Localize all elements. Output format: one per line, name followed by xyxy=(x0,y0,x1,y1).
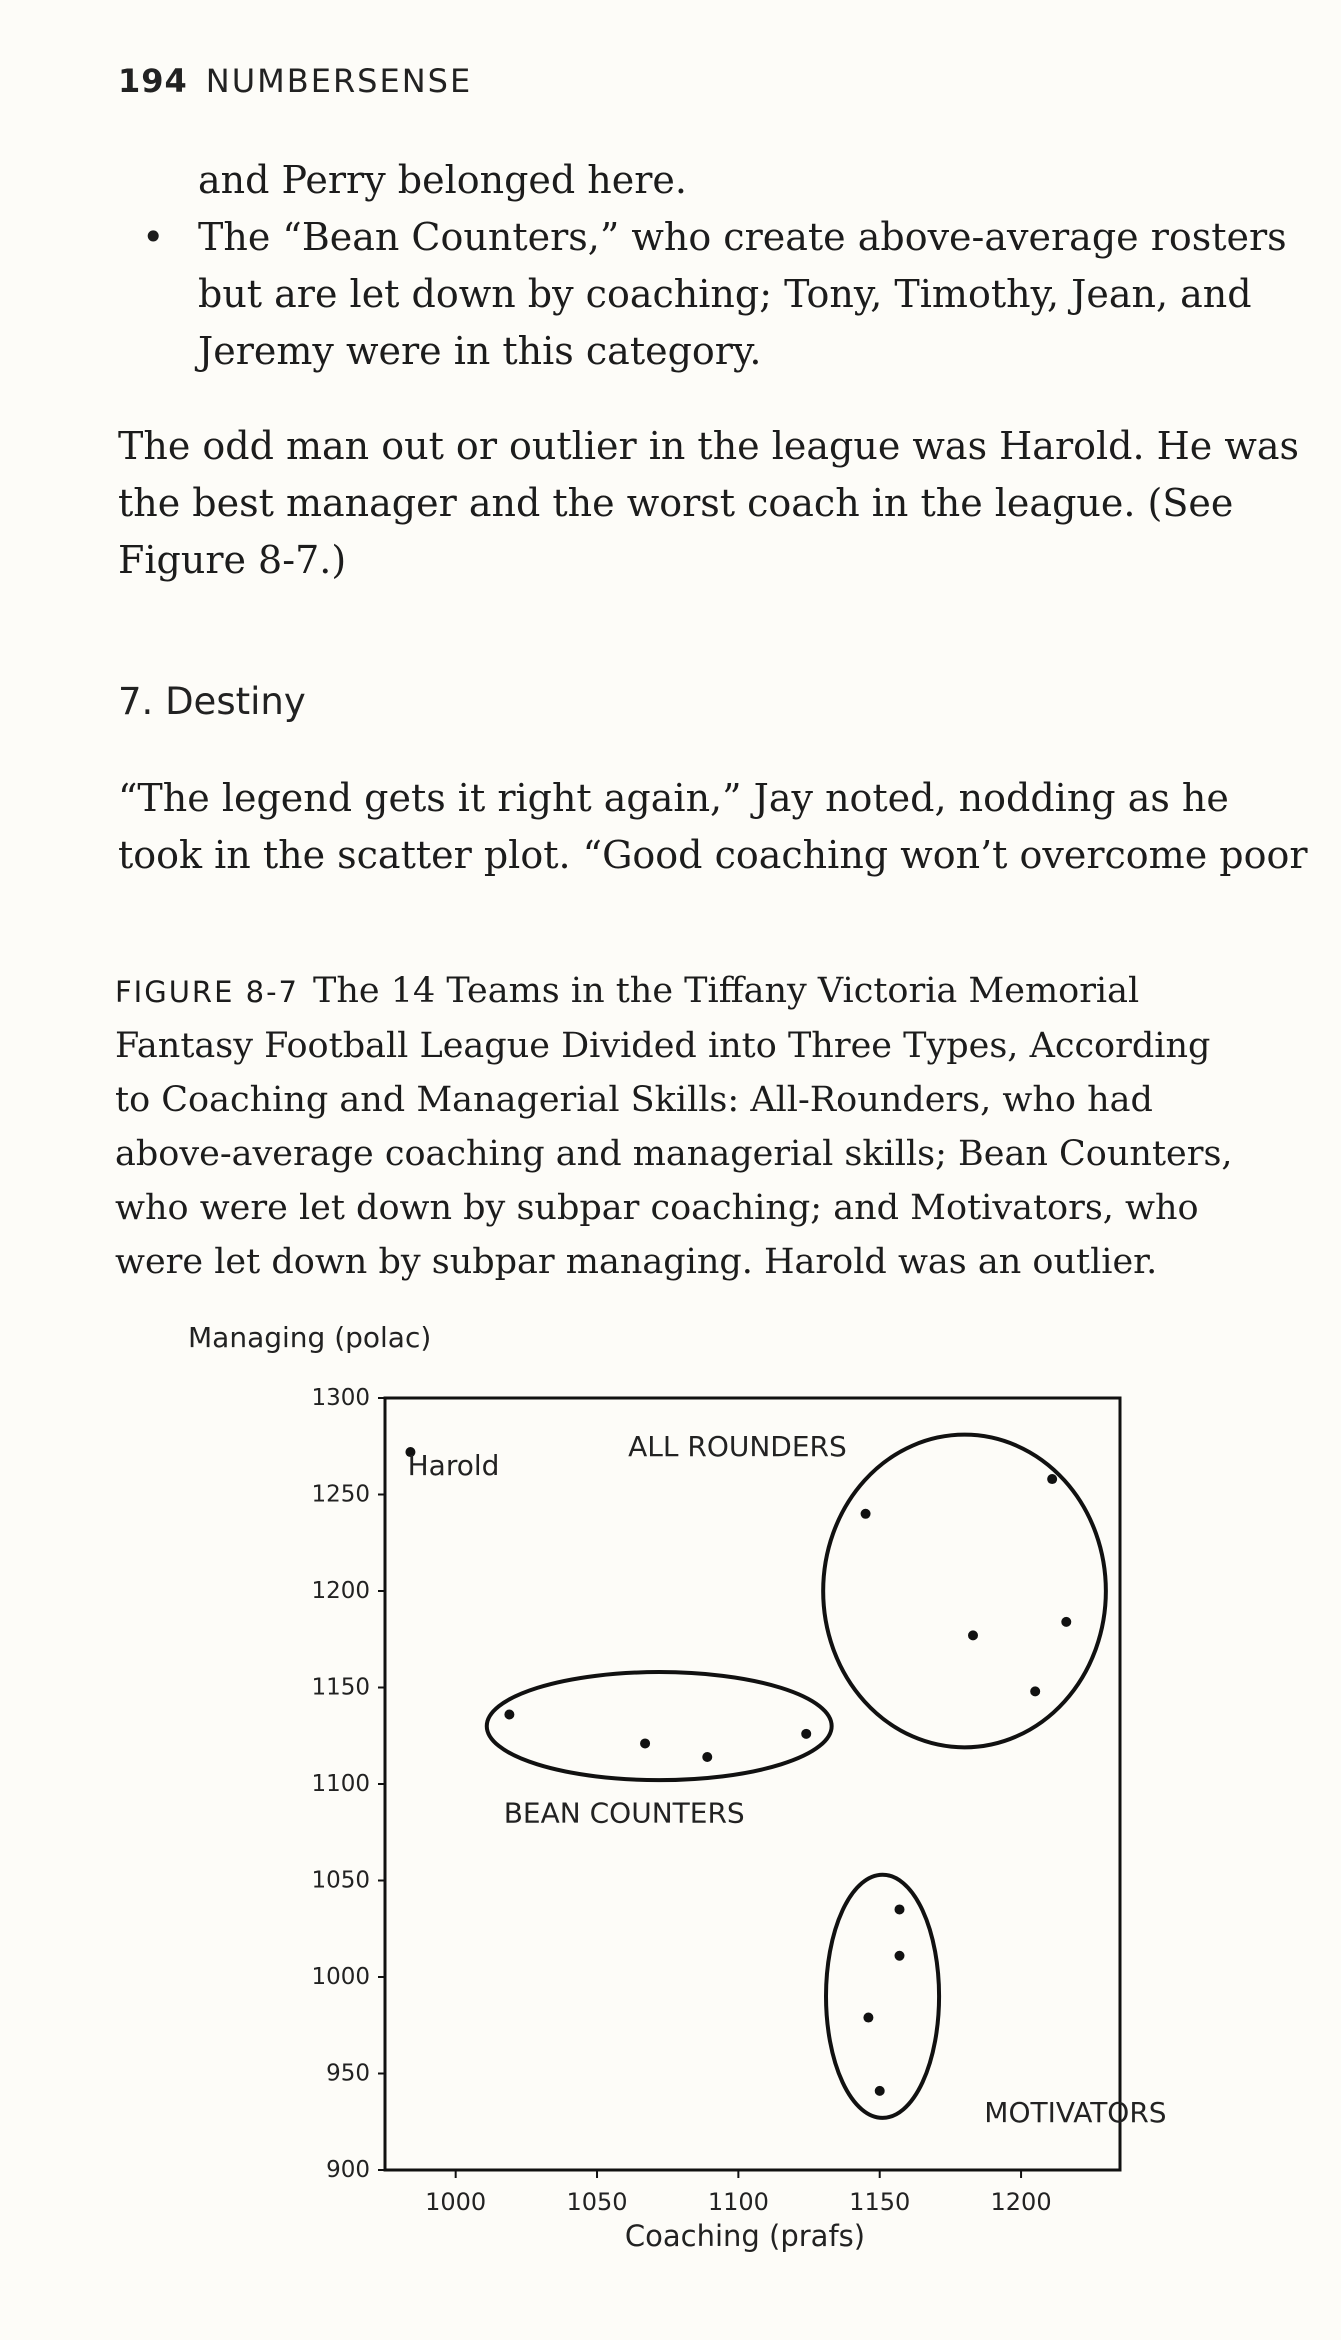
y-tick-label: 1000 xyxy=(311,1964,370,1990)
paragraph-line: Figure 8-7.) xyxy=(118,538,347,582)
section-heading: 7. Destiny xyxy=(118,680,306,723)
y-tick-label: 1250 xyxy=(311,1481,370,1508)
chart-annotation: BEAN COUNTERS xyxy=(503,1796,745,1830)
caption-line: who were let down by subpar coaching; and Motivators, who xyxy=(115,1188,1199,1228)
chart-annotation: ALL ROUNDERS xyxy=(628,1429,847,1463)
page-number: 194 xyxy=(118,62,188,100)
bullet-line: but are let down by coaching; Tony, Timothy, Jean, and xyxy=(198,272,1252,316)
data-point xyxy=(801,1729,811,1739)
bullet-line: Jeremy were in this category. xyxy=(198,329,762,373)
chart-annotation: Harold xyxy=(407,1449,500,1483)
caption-line: Fantasy Football League Divided into Three Types, According xyxy=(115,1026,1211,1066)
plot-frame xyxy=(385,1398,1120,2170)
caption-line: above-average coaching and managerial skills; Bean Counters, xyxy=(115,1134,1233,1174)
y-tick-label: 950 xyxy=(326,2060,370,2087)
paragraph-line: The odd man out or outlier in the league was Harold. He was xyxy=(118,424,1300,468)
y-tick-label: 1200 xyxy=(311,1578,370,1604)
paragraph-line: the best manager and the worst coach in the league. (See xyxy=(118,481,1234,525)
paragraph-line: “The legend gets it right again,” Jay noted, nodding as he xyxy=(118,776,1229,820)
bullet-line: The “Bean Counters,” who create above-average rosters xyxy=(198,215,1287,259)
data-point xyxy=(1061,1617,1071,1627)
cluster-ellipse xyxy=(823,1435,1106,1748)
data-point xyxy=(895,1904,905,1914)
y-tick-label: 900 xyxy=(326,2157,370,2183)
y-tick-label: 1050 xyxy=(311,1867,370,1894)
paragraph-line: took in the scatter plot. “Good coaching won’t overcome poor xyxy=(118,833,1308,877)
data-point xyxy=(640,1738,650,1748)
data-point xyxy=(1030,1686,1040,1696)
data-point xyxy=(861,1509,871,1519)
data-point xyxy=(875,2086,885,2096)
caption-text: The 14 Teams in the Tiffany Victoria Memorial xyxy=(313,971,1140,1011)
x-axis-label: Coaching (prafs) xyxy=(624,2219,866,2253)
data-point xyxy=(702,1752,712,1762)
cluster-ellipse xyxy=(826,1875,939,2118)
bullet-icon: • xyxy=(142,215,165,259)
data-point xyxy=(1047,1474,1057,1484)
data-point xyxy=(895,1951,905,1961)
y-tick-label: 1100 xyxy=(311,1771,370,1797)
x-tick-label: 1050 xyxy=(566,2188,628,2216)
data-point xyxy=(968,1630,978,1640)
figure-label: FIGURE 8-7 xyxy=(115,975,299,1009)
running-title: NUMBERSENSE xyxy=(205,62,473,100)
caption-line: to Coaching and Managerial Skills: All-Rounders, who had xyxy=(115,1080,1153,1120)
y-tick-label: 1300 xyxy=(311,1385,370,1411)
data-point xyxy=(863,2013,873,2023)
y-tick-label: 1150 xyxy=(311,1674,370,1701)
caption-line: were let down by subpar managing. Harold was an outlier. xyxy=(115,1242,1158,1282)
y-axis-label: Managing (polac) xyxy=(188,1321,432,1354)
x-tick-label: 1200 xyxy=(990,2188,1052,2216)
bullet-continuation: and Perry belonged here. xyxy=(198,158,687,202)
x-tick-label: 1000 xyxy=(425,2188,487,2216)
x-tick-label: 1100 xyxy=(707,2188,769,2216)
chart-annotation: MOTIVATORS xyxy=(984,2095,1167,2129)
cluster-ellipse xyxy=(487,1672,832,1780)
x-tick-label: 1150 xyxy=(849,2188,911,2216)
data-point xyxy=(504,1710,514,1720)
